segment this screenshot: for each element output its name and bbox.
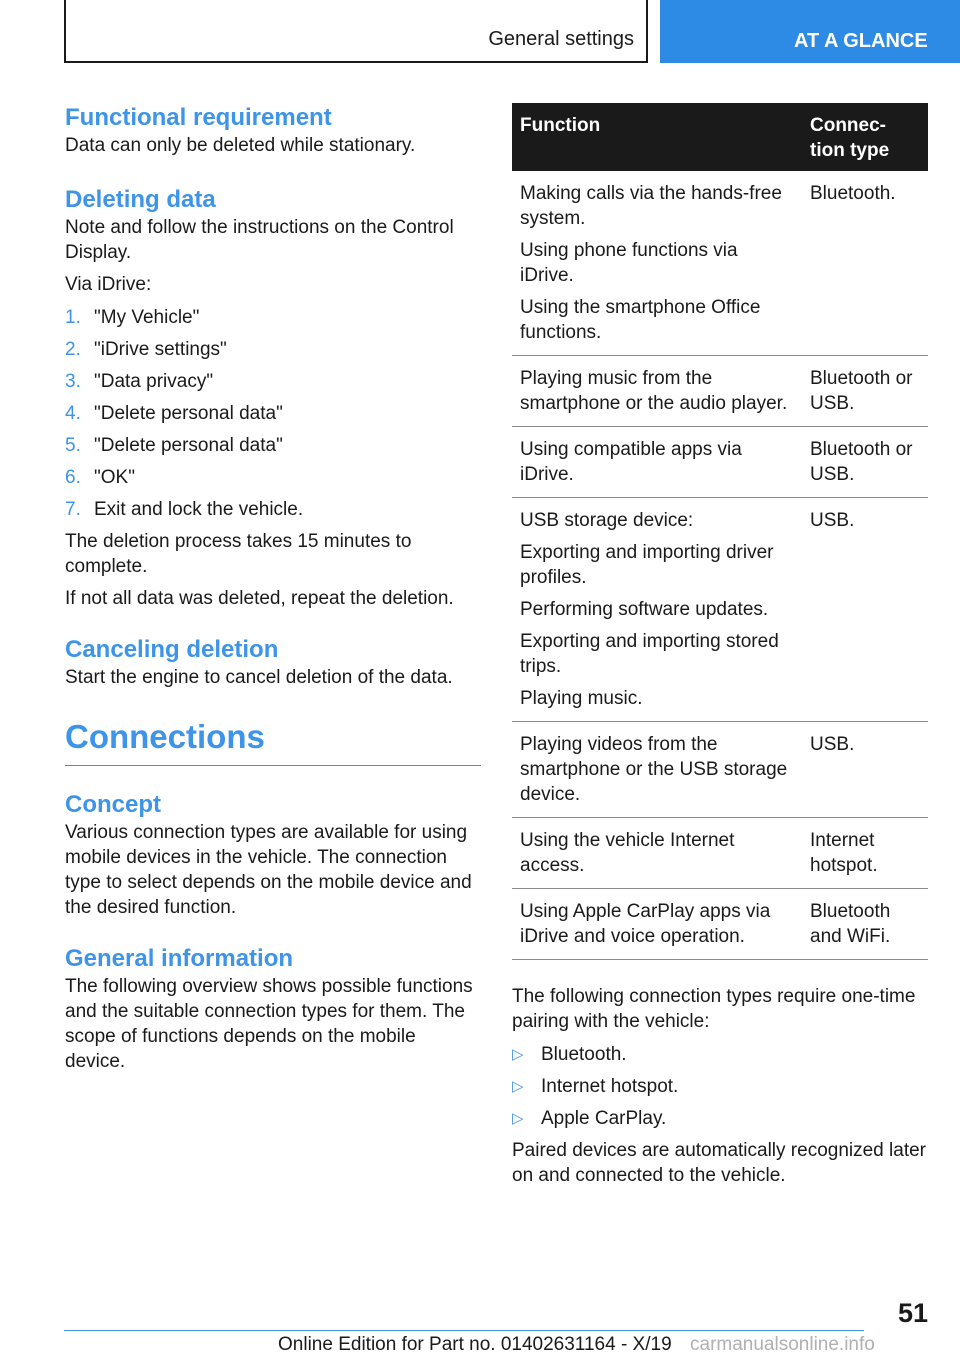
table-cell-connection: Bluetooth or USB. [802,427,928,498]
deletion-repeat-text: If not all data was deleted, repeat the deletion. [65,588,454,609]
deleting-data-steps [65,305,481,522]
step-number: 5. [65,435,81,456]
footer-edition-text: Online Edition for Part no. 01402631164 - X/19 [278,1334,672,1355]
table-cell-connection: USB. [802,498,928,722]
step-item [65,369,481,394]
step-item [65,337,481,362]
function-line: Using compatible apps via iDrive. [520,439,742,485]
page-number: 51 [897,1298,928,1328]
canceling-deletion-text: Start the engine to cancel deletion of the data. [65,667,453,688]
function-line: Making calls via the hands-free system. [520,183,782,229]
step-item [65,305,481,330]
heading-general-information: General information [65,945,294,972]
heading-canceling-deletion: Canceling deletion [65,636,279,663]
function-line: Using the vehicle Internet access. [520,830,735,876]
triangle-bullet-icon: ▷ [512,1046,524,1063]
header-chapter-tab [660,0,960,63]
triangle-bullet-icon: ▷ [512,1110,524,1127]
table-row [512,889,928,960]
function-line: USB storage device: [520,510,694,531]
deleting-data-via: Via iDrive: [65,274,152,295]
function-line: Using phone functions via iDrive. [520,240,738,286]
header-section-title: General settings [488,28,634,50]
step-number: 3. [65,371,81,392]
step-number: 1. [65,307,81,328]
table-cell-function [512,171,802,356]
table-row [512,171,928,356]
step-item [65,465,481,490]
function-line: Exporting and importing stored trips. [520,631,779,677]
list-item-text: Apple CarPlay. [541,1108,667,1129]
connections-rule [65,765,481,766]
function-line: Playing videos from the smartphone or the USB storage device. [520,734,788,805]
table-cell-connection: Bluetooth and WiFi. [802,889,928,960]
table-row [512,498,928,722]
general-information-text: The following overview shows possible functions and the suitable connection types for them. The scope of functions depends on the mobile device. [65,976,473,1072]
function-line: Performing software updates. [520,599,769,620]
table-cell-connection: USB. [802,722,928,818]
list-item [512,1042,928,1067]
pairing-intro-text: The following connection types require one-time pairing with the vehicle: [512,986,916,1032]
list-item [512,1106,928,1131]
table-cell-function [512,818,802,889]
step-number: 4. [65,403,81,424]
function-line: Using the smartphone Office functions. [520,297,761,343]
right-column [512,103,928,1188]
footer-watermark: carmanualsonline.info [690,1334,875,1355]
function-line: Using Apple CarPlay apps via iDrive and voice operation. [520,901,771,947]
function-line: Playing music. [520,688,643,709]
step-item [65,433,481,458]
triangle-bullet-icon: ▷ [512,1078,524,1095]
table-header-function: Function [512,103,802,171]
step-number: 7. [65,499,81,520]
step-text: "Data privacy" [94,371,214,392]
table-cell-connection: Bluetooth or USB. [802,356,928,427]
pairing-list [512,1042,928,1131]
step-text: Exit and lock the vehicle. [94,499,304,520]
deletion-duration-text: The deletion process takes 15 minutes to complete. [65,531,412,577]
table-header-connection-type: Connec- tion type [802,103,928,171]
table-cell-function [512,356,802,427]
step-number: 6. [65,467,81,488]
table-cell-connection: Internet hotspot. [802,818,928,889]
table-cell-function [512,498,802,722]
heading-connections: Connections [65,718,265,755]
function-line: Exporting and importing driver profiles. [520,542,774,588]
concept-text: Various connection types are available for using mobile devices in the vehicle. The connection type to select depends on the mobile device and the desired function. [65,822,472,918]
step-text: "OK" [94,467,135,488]
table-row [512,427,928,498]
list-item-text: Bluetooth. [541,1044,627,1065]
list-item-text: Internet hotspot. [541,1076,679,1097]
table-cell-function [512,722,802,818]
step-item [65,497,481,522]
table-header-row [512,103,928,171]
function-line: Playing music from the smartphone or the audio player. [520,368,788,414]
heading-concept: Concept [65,791,161,818]
step-item [65,401,481,426]
heading-deleting-data: Deleting data [65,186,216,213]
heading-functional-requirement: Functional requirement [65,104,332,131]
table-row [512,722,928,818]
table-cell-function [512,889,802,960]
deleting-data-intro: Note and follow the instructions on the Control Display. [65,217,454,263]
header-chapter-label: AT A GLANCE [794,30,928,52]
step-text: "Delete personal data" [94,403,283,424]
table-cell-function [512,427,802,498]
paired-devices-text: Paired devices are automatically recognized later on and connected to the vehicle. [512,1140,926,1186]
step-text: "Delete personal data" [94,435,283,456]
table-cell-connection: Bluetooth. [802,171,928,356]
footer-rule [64,1330,864,1331]
functional-requirement-text: Data can only be deleted while stationary. [65,135,416,156]
step-text: "My Vehicle" [94,307,200,328]
list-item [512,1074,928,1099]
table-row [512,818,928,889]
connection-types-table [512,103,928,960]
left-column [65,103,481,1074]
table-row [512,356,928,427]
step-text: "iDrive settings" [94,339,227,360]
step-number: 2. [65,339,81,360]
